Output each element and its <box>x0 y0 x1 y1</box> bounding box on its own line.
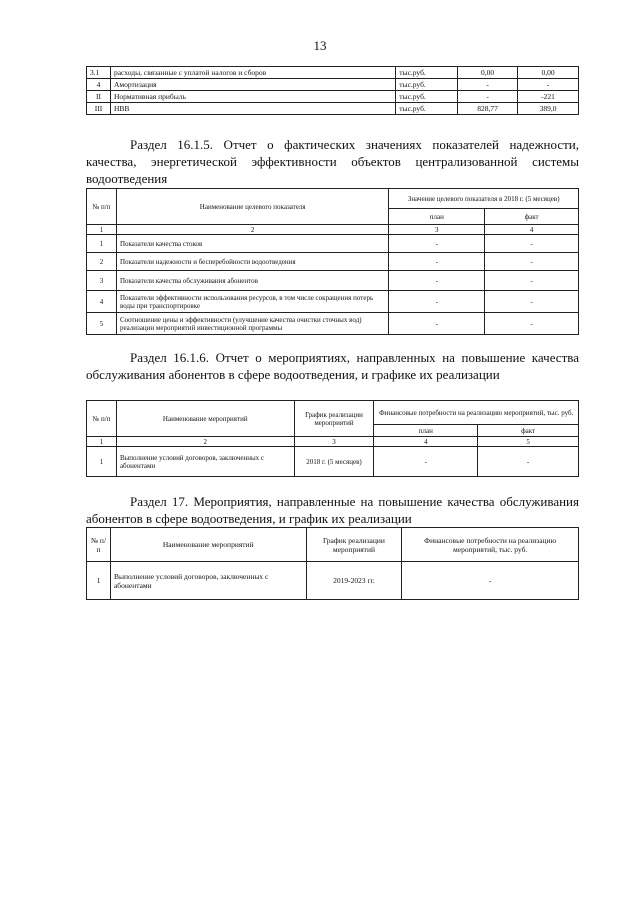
table-row <box>87 235 579 253</box>
header-finance: Финансовые потребности на реализацию мероприятий, тыс. руб. <box>402 528 579 562</box>
row-name: Выполнение условий договоров, заключенных с абонентами <box>116 447 294 477</box>
header-row <box>87 401 579 425</box>
row-plan: - <box>389 253 485 271</box>
header-num: № п/п <box>87 401 117 437</box>
header-schedule: График реализации мероприятий <box>306 528 402 562</box>
row-unit: тыс.руб. <box>396 67 458 79</box>
row-value-2: 0,00 <box>518 67 579 79</box>
row-name: Показатели надежности и бесперебойности водоотведения <box>116 253 388 271</box>
row-plan: - <box>389 271 485 291</box>
row-value-1: - <box>458 91 518 103</box>
column-number: 5 <box>478 437 579 447</box>
header-name: Наименование мероприятий <box>116 401 294 437</box>
row-number: 1 <box>87 562 111 600</box>
row-fact: - <box>485 271 579 291</box>
row-number: 1 <box>87 447 117 477</box>
header-name: Наименование мероприятий <box>110 528 306 562</box>
column-number-row <box>87 225 579 235</box>
header-value-group: Значение целевого показателя в 2018 г. (5 месяцев) <box>389 189 579 209</box>
budget-table <box>86 66 579 115</box>
column-number: 1 <box>87 437 117 447</box>
row-unit: тыс.руб. <box>396 79 458 91</box>
row-value-2: - <box>518 79 579 91</box>
row-value-2: -221 <box>518 91 579 103</box>
header-plan: план <box>389 209 485 225</box>
row-plan: - <box>389 313 485 335</box>
row-fact: - <box>485 253 579 271</box>
column-number-row <box>87 437 579 447</box>
row-schedule: 2018 г. (5 месяцев) <box>294 447 374 477</box>
row-plan: - <box>389 235 485 253</box>
table-row <box>87 271 579 291</box>
header-num: № п/п <box>87 528 111 562</box>
header-num: № п/п <box>87 189 117 225</box>
table-row <box>87 447 579 477</box>
header-schedule: График реализации мероприятий <box>294 401 374 437</box>
table-row <box>87 562 579 600</box>
table-row <box>87 103 579 115</box>
row-number: 3.1 <box>87 67 111 79</box>
row-name: Показатели эффективности использования ресурсов, в том числе сокращения потерь воды при транспортировке <box>116 291 388 313</box>
row-number: 2 <box>87 253 117 271</box>
row-value-1: 0,00 <box>458 67 518 79</box>
row-name: расходы, связанные с уплатой налогов и сборов <box>110 67 395 79</box>
table-row <box>87 79 579 91</box>
row-number: 3 <box>87 271 117 291</box>
column-number: 2 <box>116 225 388 235</box>
row-number: III <box>87 103 111 115</box>
row-fact: - <box>485 313 579 335</box>
table-row <box>87 67 579 79</box>
row-unit: тыс.руб. <box>396 103 458 115</box>
table-row <box>87 253 579 271</box>
table-row <box>87 313 579 335</box>
indicators-table <box>86 188 579 335</box>
header-fact: факт <box>485 209 579 225</box>
row-number: 4 <box>87 291 117 313</box>
row-name: Нормативная прибыль <box>110 91 395 103</box>
column-number: 2 <box>116 437 294 447</box>
table-row <box>87 291 579 313</box>
header-row <box>87 189 579 209</box>
section-1615-title: Раздел 16.1.5. Отчет о фактических значениях показателей надежности, качества, энергетической эффективности объектов централизованной системы водоотведения <box>86 137 579 186</box>
row-fact: - <box>485 291 579 313</box>
page-number: 13 <box>313 38 327 53</box>
table-row <box>87 91 579 103</box>
header-finance: Финансовые потребности на реализацию мероприятий, тыс. руб. <box>374 401 579 425</box>
row-plan: - <box>374 447 478 477</box>
row-value-1: 828,77 <box>458 103 518 115</box>
measures-report-table <box>86 400 579 477</box>
row-name: Амортизация <box>110 79 395 91</box>
row-plan: - <box>389 291 485 313</box>
row-name: Соотношение цены и эффективности (улучшение качества очистки сточных вод) реализации мероприятий инвестиционной программы <box>116 313 388 335</box>
column-number: 4 <box>485 225 579 235</box>
row-value-1: - <box>458 79 518 91</box>
column-number: 4 <box>374 437 478 447</box>
header-fact: факт <box>478 425 579 437</box>
header-name: Наименование целевого показателя <box>116 189 388 225</box>
row-number: 5 <box>87 313 117 335</box>
section-1616-title: Раздел 16.1.6. Отчет о мероприятиях, направленных на повышение качества обслуживания абонентов в сфере водоотведения, и графике их реализации <box>86 350 579 382</box>
header-plan: план <box>374 425 478 437</box>
row-name: НВВ <box>110 103 395 115</box>
row-number: 1 <box>87 235 117 253</box>
row-name: Выполнение условий договоров, заключенных с абонентами <box>110 562 306 600</box>
row-number: II <box>87 91 111 103</box>
measures-plan-table <box>86 527 579 600</box>
row-fact: - <box>485 235 579 253</box>
row-value-2: 389,0 <box>518 103 579 115</box>
column-number: 3 <box>294 437 374 447</box>
row-finance: - <box>402 562 579 600</box>
section-17-title: Раздел 17. Мероприятия, направленные на повышение качества обслуживания абонентов в сфере водоотведения, и график их реализации <box>86 494 579 526</box>
column-number: 3 <box>389 225 485 235</box>
row-schedule: 2019-2023 гг. <box>306 562 402 600</box>
column-number: 1 <box>87 225 117 235</box>
row-name: Показатели качества стоков <box>116 235 388 253</box>
row-unit: тыс.руб. <box>396 91 458 103</box>
header-row <box>87 528 579 562</box>
row-number: 4 <box>87 79 111 91</box>
row-name: Показатели качества обслуживания абонентов <box>116 271 388 291</box>
row-fact: - <box>478 447 579 477</box>
